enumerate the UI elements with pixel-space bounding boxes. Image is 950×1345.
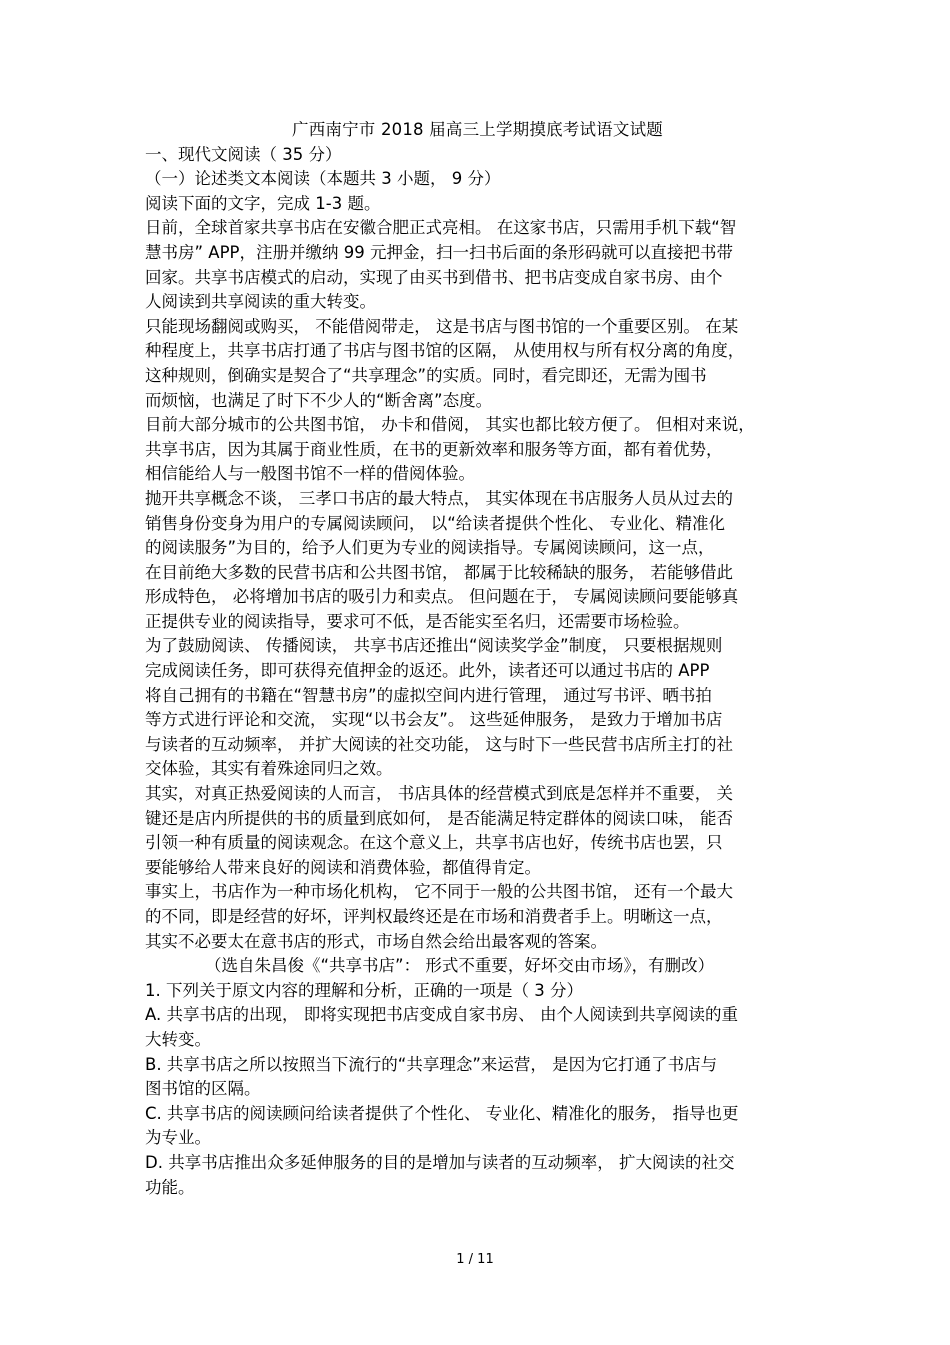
text-line: 慧书房” APP，注册并缴纳 99 元押金，扫一扫书后面的条形码就可以直接把书带 (145, 242, 733, 262)
text-line: 这种规则，倒确实是契合了“共享理念”的实质。同时，看完即还，无需为囤书 (145, 365, 707, 385)
option-d-cont: 功能。 (145, 1177, 195, 1197)
question-block (145, 979, 810, 1200)
passage (145, 216, 810, 954)
text-line: 共享书店，因为其属于商业性质，在书的更新效率和服务等方面，都有着优势， (145, 439, 723, 459)
text-line: 的阅读服务”为目的，给予人们更为专业的阅读指导。专属阅读顾问，这一点， (145, 538, 715, 558)
text-line: 抛开共享概念不谈， 三孝口书店的最大特点， 其实体现在书店服务人员从过去的 (145, 488, 733, 508)
text-line: 完成阅读任务，即可获得充值押金的返还。此外，读者还可以通过书店的 APP (145, 661, 710, 681)
text-line: 回家。共享书店模式的启动，实现了由买书到借书、把书店变成自家书房、由个 (145, 267, 723, 287)
option-b: B. 共享书店之所以按照当下流行的“共享理念”来运营， 是因为它打通了书店与 (145, 1054, 718, 1074)
text-line: 等方式进行评论和交流， 实现“以书会友”。 这些延伸服务， 是致力于增加书店 (145, 710, 723, 730)
option-d: D. 共享书店推出众多延伸服务的目的是增加与读者的互动频率， 扩大阅读的社交 (145, 1152, 735, 1172)
document-body (145, 118, 810, 1200)
option-c-cont: 为专业。 (145, 1128, 211, 1148)
text-line: 日前，全球首家共享书店在安徽合肥正式亮相。 在这家书店，只需用手机下载“智 (145, 218, 737, 238)
text-line: 相信能给人与一般图书馆不一样的借阅体验。 (145, 464, 475, 484)
text-line: 只能现场翻阅或购买， 不能借阅带走， 这是书店与图书馆的一个重要区别。 在某 (145, 316, 739, 336)
option-c: C. 共享书店的阅读顾问给读者提供了个性化、 专业化、精准化的服务， 指导也更 (145, 1103, 739, 1123)
subsection-heading: （一）论述类文本阅读（本题共 3 小题， 9 分） (145, 169, 501, 189)
text-line: 要能够给人带来良好的阅读和消费体验，都值得肯定。 (145, 857, 541, 877)
text-line: 目前大部分城市的公共图书馆， 办卡和借阅， 其实也都比较方便了。 但相对来说， (145, 415, 755, 435)
option-b-cont: 图书馆的区隔。 (145, 1079, 261, 1099)
text-line: 人阅读到共享阅读的重大转变。 (145, 292, 376, 312)
source-citation: （选自朱昌俊《“共享书店”： 形式不重要，好坏交由市场》，有删改） (205, 956, 715, 976)
text-line: 引领一种有质量的阅读观念。在这个意义上，共享书店也好，传统书店也罢，只 (145, 833, 723, 853)
text-line: 销售身份变身为用户的专属阅读顾问， 以“给读者提供个性化、 专业化、精准化 (145, 513, 726, 533)
text-line: 其实，对真正热爱阅读的人而言， 书店具体的经营模式到底是怎样并不重要， 关 (145, 784, 733, 804)
text-line: 将自己拥有的书籍在“智慧书房”的虚拟空间内进行管理， 通过写书评、晒书拍 (145, 685, 712, 705)
section-heading: 一、现代文阅读（ 35 分） (145, 144, 342, 164)
text-line: 而烦恼，也满足了时下不少人的“断舍离”态度。 (145, 390, 493, 410)
option-a-cont: 大转变。 (145, 1029, 211, 1049)
text-line: 形成特色， 必将增加书店的吸引力和卖点。 但问题在于， 专属阅读顾问要能够真 (145, 587, 739, 607)
text-line: 种程度上，共享书店打通了书店与图书馆的区隔， 从使用权与所有权分离的角度， (145, 341, 745, 361)
text-line: 正提供专业的阅读指导，要求可不低，是否能实至名归，还需要市场检验。 (145, 611, 690, 631)
text-line: 事实上，书店作为一种市场化机构， 它不同于一般的公共图书馆， 还有一个最大 (145, 882, 733, 902)
option-a: A. 共享书店的出现， 即将实现把书店变成自家书房、 由个人阅读到共享阅读的重 (145, 1005, 738, 1025)
text-line: 键还是店内所提供的书的质量到底如何， 是否能满足特定群体的阅读口味， 能否 (145, 808, 733, 828)
text-line: 为了鼓励阅读、 传播阅读， 共享书店还推出“阅读奖学金”制度， 只要根据规则 (145, 636, 723, 656)
text-line: 其实不必要太在意书店的形式，市场自然会给出最客观的答案。 (145, 931, 607, 951)
document-title: 广西南宁市 2018 届高三上学期摸底考试语文试题 (292, 120, 663, 139)
text-line: 与读者的互动频率， 并扩大阅读的社交功能， 这与时下一些民营书店所主打的社 (145, 734, 733, 754)
text-line: 交体验，其实有着殊途同归之效。 (145, 759, 393, 779)
question-stem: 1. 下列关于原文内容的理解和分析，正确的一项是（ 3 分） (145, 980, 583, 1000)
page-number: 1 / 11 (456, 1252, 494, 1267)
text-line: 的不同，即是经营的好坏，评判权最终还是在市场和消费者手上。明晰这一点， (145, 907, 723, 926)
text-line: 在目前绝大多数的民营书店和公共图书馆， 都属于比较稀缺的服务， 若能够借此 (145, 562, 733, 582)
reading-instruction: 阅读下面的文字，完成 1-3 题。 (145, 193, 381, 213)
